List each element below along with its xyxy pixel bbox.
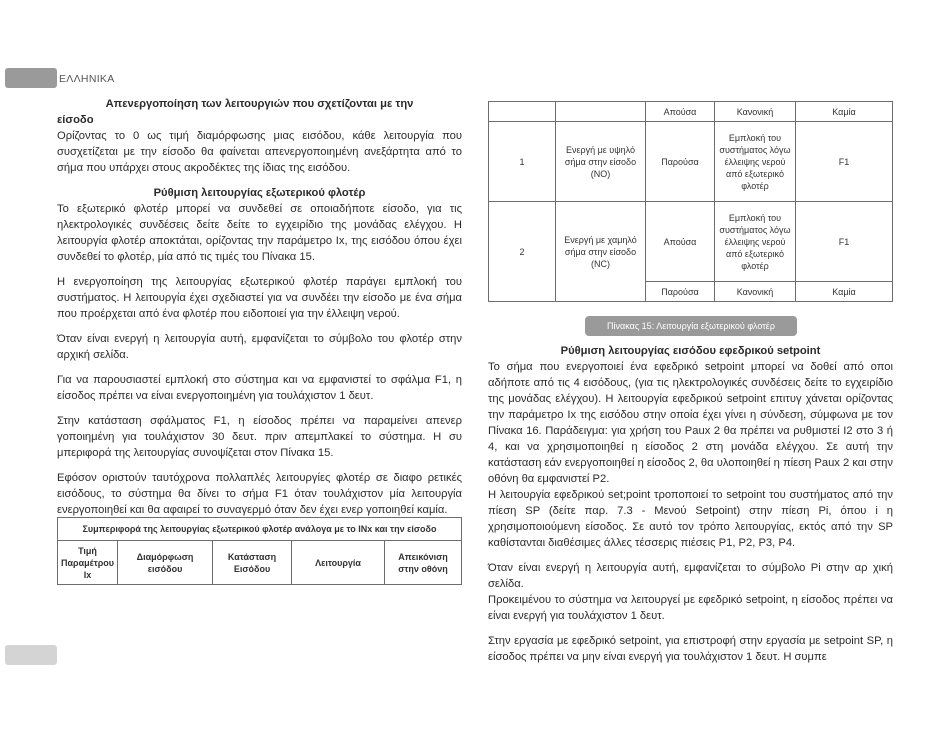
setpoint-paragraph-3: Όταν είναι ενεργή η λειτουργία αυτή, εμφανίζεται το σύμβολο Pi στην αρ χική σελίδα.: [488, 562, 893, 590]
table-title: Συμπεριφορά της λειτουργίας εξωτερικού φλοτέρ ανάλογα με το INx και την είσοδο: [58, 518, 462, 541]
table-header-cell: Λειτουργία: [292, 541, 385, 585]
table-header-cell: Κατάσταση Εισόδου: [213, 541, 292, 585]
setpoint-paragraph-5: Στην εργασία με εφεδρικό setpoint, για επιστροφή στην εργασία με setpoint SP, η είσοδος πρέπει να μην είναι ενεργή για τουλάχιστον 1 δευτ. Η συμπε: [488, 635, 893, 663]
page-number-tab: [5, 645, 57, 665]
setpoint-paragraph-4: Προκειμένου το σύστημα να λειτουργεί με εφεδρικό setpoint, η είσοδος πρέπει να είναι ενεργή για τουλάχιστον 1 δευτ.: [488, 594, 893, 622]
table-cell: Απούσα: [646, 202, 715, 282]
table-cell: Παρούσα: [646, 282, 715, 302]
table-cell: Ενεργή με χαμηλό σήμα στην είσοδο (NC): [556, 202, 646, 302]
table-cell: Εμπλοκή του συστήματος λόγω έλλειψης νερού από εξωτερικό φλοτέρ: [715, 122, 796, 202]
page-tab-marker: [5, 68, 57, 88]
float-paragraph-1: Το εξωτερικό φλοτέρ μπορεί να συνδεθεί σε οποιαδήποτε είσοδο, για τις ηλεκτρολογικές συνδέσεις δείτε δείτε το εγχειρίδιο της μονάδας ελέγχου. Η λειτουργία φλοτέρ αποκτάται, ορίζοντας την παράμετρο Ix, της εισόδου όπου έχει συνδεθεί το φλοτέρ, μία από τις τιμές του Πίνακα 15.: [57, 203, 462, 263]
setpoint-paragraph-1: Το σήμα που ενεργοποιεί ένα εφεδρικό setpoint μπορεί να δοθεί από οποι αδήποτε από τις 4 εισόδους, (για τις ηλεκτρολογικές συνδέσεις δείτε το εγχειρίδιο της μονάδας ελέγχου). Η λειτουργία εφεδρικού setpoint επιτυγ χάνεται ορίζοντας την παράμετρο Ix της εισόδου στην οποία έχει γίνει η σύνδεση, σύμφωνα με τον Πίνακα 16. Παράδειγμα: για χρήση του Paux 2 θα πρέπει να ρυθμιστεί I2 στο 3 ή 4, και να χρησιμοποιηθεί η είσοδος 2 στη μονάδα ελέγχου. Σε αυτή την κατάσταση εάν ενεργοποιηθεί η είσοδος 2, θα υλοποιηθεί η πίεση Paux 2 και στην οθόνη θα εμφανιστεί P2.: [488, 361, 893, 485]
right-column: [488, 343, 893, 665]
section-setpoint-title: Ρύθμιση λειτουργίας εισόδου εφεδρικού setpoint: [560, 345, 821, 357]
left-column: [57, 96, 462, 518]
float-paragraph-5: Στην κατάσταση σφάλματος F1, η είσοδος πρέπει να παραμείνει απενερ γοποιημένη για τουλάχιστον 30 δευτ. πριν απεμπλακεί το σύστημα. Η συ μπεριφορά της λειτουργίας συνοψίζεται στον Πίνακα 15.: [57, 415, 462, 459]
setpoint-paragraph-2: Η λειτουργία εφεδρικού set;point τροποποιεί το setpoint του συστήματος από την πίεση SP (δείτε παρ. 7.3 - Μενού Setpoint) στην πίεση Pi, όπου i η χρησιμοποιούμενη είσοδος. Σε αυτό τον τρόπο λειτουργίας, εκτός από την SP καθίστανται διαθέσιμες άλλες τέσσερις πιέσεις P1, P2, P3, P4.: [488, 489, 893, 549]
section-float-title: Ρύθμιση λειτουργίας εξωτερικού φλοτέρ: [153, 187, 366, 199]
float-paragraph-2: Η ενεργοποίηση της λειτουργίας εξωτερικού φλοτέρ παράγει εμπλοκή του συστήματος. Η λειτουργία έχει σχεδιαστεί για να συνδέει την είσοδο με ένα σήμα που προέρχεται από ένα φλοτέρ που ειδοποιεί για την έλλειψη νερού.: [57, 276, 462, 320]
table-cell: Κανονική: [715, 102, 796, 122]
table-cell: [489, 102, 556, 122]
float-paragraph-4: Για να παρουσιαστεί εμπλοκή στο σύστημα και να εμφανιστεί το σφάλμα F1, η είσοδος πρέπει να είναι ενεργοποιημένη για τουλάχιστον 1 δευτ.: [57, 374, 462, 402]
table-cell: F1: [796, 122, 893, 202]
table-cell: Εμπλοκή του συστήματος λόγω έλλειψης νερού από εξωτερικό φλοτέρ: [715, 202, 796, 282]
table-cell: F1: [796, 202, 893, 282]
table-cell: 2: [489, 202, 556, 302]
table-cell: Καμία: [796, 282, 893, 302]
section-disable-title: Απενεργοποίηση των λειτουργιών που σχετίζονται με την: [105, 98, 414, 110]
table-header-cell: Τιμή Παραμέτρου Ix: [58, 541, 118, 585]
float-paragraph-3: Όταν είναι ενεργή η λειτουργία αυτή, εμφανίζεται το σύμβολο του φλοτέρ στην αρχική σελίδα.: [57, 333, 462, 361]
language-label: ΕΛΛΗΝΙΚΑ: [59, 73, 115, 85]
float-behaviour-table-header: [57, 517, 462, 585]
table-cell: [556, 102, 646, 122]
table-cell: Ενεργή με υψηλό σήμα στην είσοδο (NO): [556, 122, 646, 202]
float-behaviour-table-body: [488, 101, 893, 302]
table-cell: Απούσα: [646, 102, 715, 122]
table-caption: Πίνακας 15: Λειτουργία εξωτερικού φλοτέρ: [585, 316, 797, 336]
table-cell: Καμία: [796, 102, 893, 122]
table-cell: 1: [489, 122, 556, 202]
section-disable-title-cont: είσοδο: [57, 114, 94, 126]
section-disable-body: Ορίζοντας το 0 ως τιμή διαμόρφωσης μιας εισόδου, κάθε λειτουργία που συσχετίζεται με την είσοδο θα φαίνεται απενεργοποιημένη ανεξάρτητα από το σήμα που υπάρχει στους ακροδέκτες της ίδιας της εισόδου.: [57, 130, 462, 174]
float-paragraph-6: Εφόσον οριστούν ταυτόχρονα πολλαπλές λειτουργίες φλοτέρ σε διαφο ρετικές εισόδους, το σύστημα θα δίνει το σήμα F1 όταν τουλάχιστον μία λειτουργία ενεργοποιηθεί και θα αφαιρεί το συναγερμό όταν δεν έχει ενερ γοποιηθεί καμία.: [57, 472, 462, 516]
table-header-cell: Απεικόνιση στην οθόνη: [385, 541, 462, 585]
table-cell: Παρούσα: [646, 122, 715, 202]
table-cell: Κανονική: [715, 282, 796, 302]
table-header-cell: Διαμόρφωση εισόδου: [118, 541, 213, 585]
